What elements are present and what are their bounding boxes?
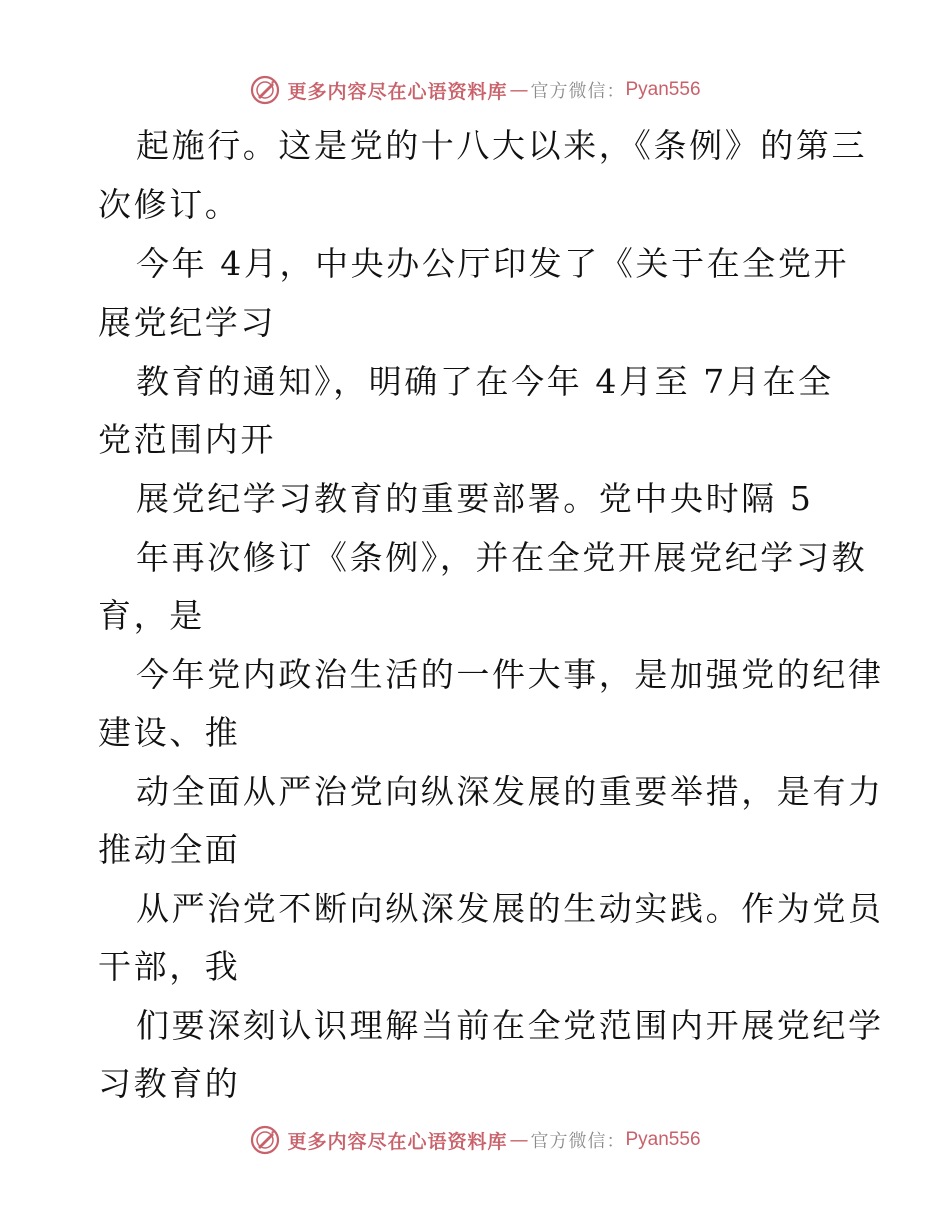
body-line-9: 育，是 xyxy=(98,596,205,635)
body-line-4: 展党纪学习 xyxy=(98,303,276,342)
body-line-10: 今年党内政治生活的一件大事，是加强党的纪律 xyxy=(136,655,884,694)
body-line-2: 次修订。 xyxy=(98,185,241,224)
body-line-12: 动全面从严治党向纵深发展的重要举措，是有力 xyxy=(136,772,884,811)
body-line-5: 教育的通知》，明确了在今年 4月至 7月在全 xyxy=(136,362,834,401)
body-line-13: 推动全面 xyxy=(98,830,241,869)
body-line-1: 起施行。这是党的十八大以来，《条例》的第三 xyxy=(136,126,868,165)
footer-brand-text: 更多内容尽在心语资料库 xyxy=(287,1130,508,1153)
body-line-7: 展党纪学习教育的重要部署。党中央时隔 5 xyxy=(136,479,814,518)
body-line-11: 建设、推 xyxy=(98,713,241,752)
body-line-14: 从严治党不断向纵深发展的生动实践。作为党员 xyxy=(136,889,884,928)
footer-wechat-label: 官方微信： xyxy=(530,1131,626,1152)
footer-banner xyxy=(0,1120,950,1160)
body-line-16: 们要深刻认识理解当前在全党范围内开展党纪学 xyxy=(136,1006,884,1045)
body-line-3: 今年 4月，中央办公厅印发了《关于在全党开 xyxy=(136,244,850,283)
header-dash: — xyxy=(509,79,529,101)
brand-logo-icon xyxy=(249,74,281,106)
header-banner xyxy=(0,70,950,110)
footer-wechat-id: Pyan556 xyxy=(625,1129,701,1150)
body-line-6: 党范围内开 xyxy=(98,420,276,459)
body-line-15: 干部，我 xyxy=(98,947,241,986)
footer-dash: — xyxy=(509,1129,529,1151)
header-wechat-id: Pyan556 xyxy=(625,79,701,100)
header-wechat-label: 官方微信： xyxy=(530,81,626,102)
header-brand-text: 更多内容尽在心语资料库 xyxy=(287,80,508,103)
body-line-17: 习教育的 xyxy=(98,1064,241,1103)
brand-logo-icon xyxy=(249,1124,281,1156)
body-line-8: 年再次修订《条例》，并在全党开展党纪学习教 xyxy=(136,538,868,577)
